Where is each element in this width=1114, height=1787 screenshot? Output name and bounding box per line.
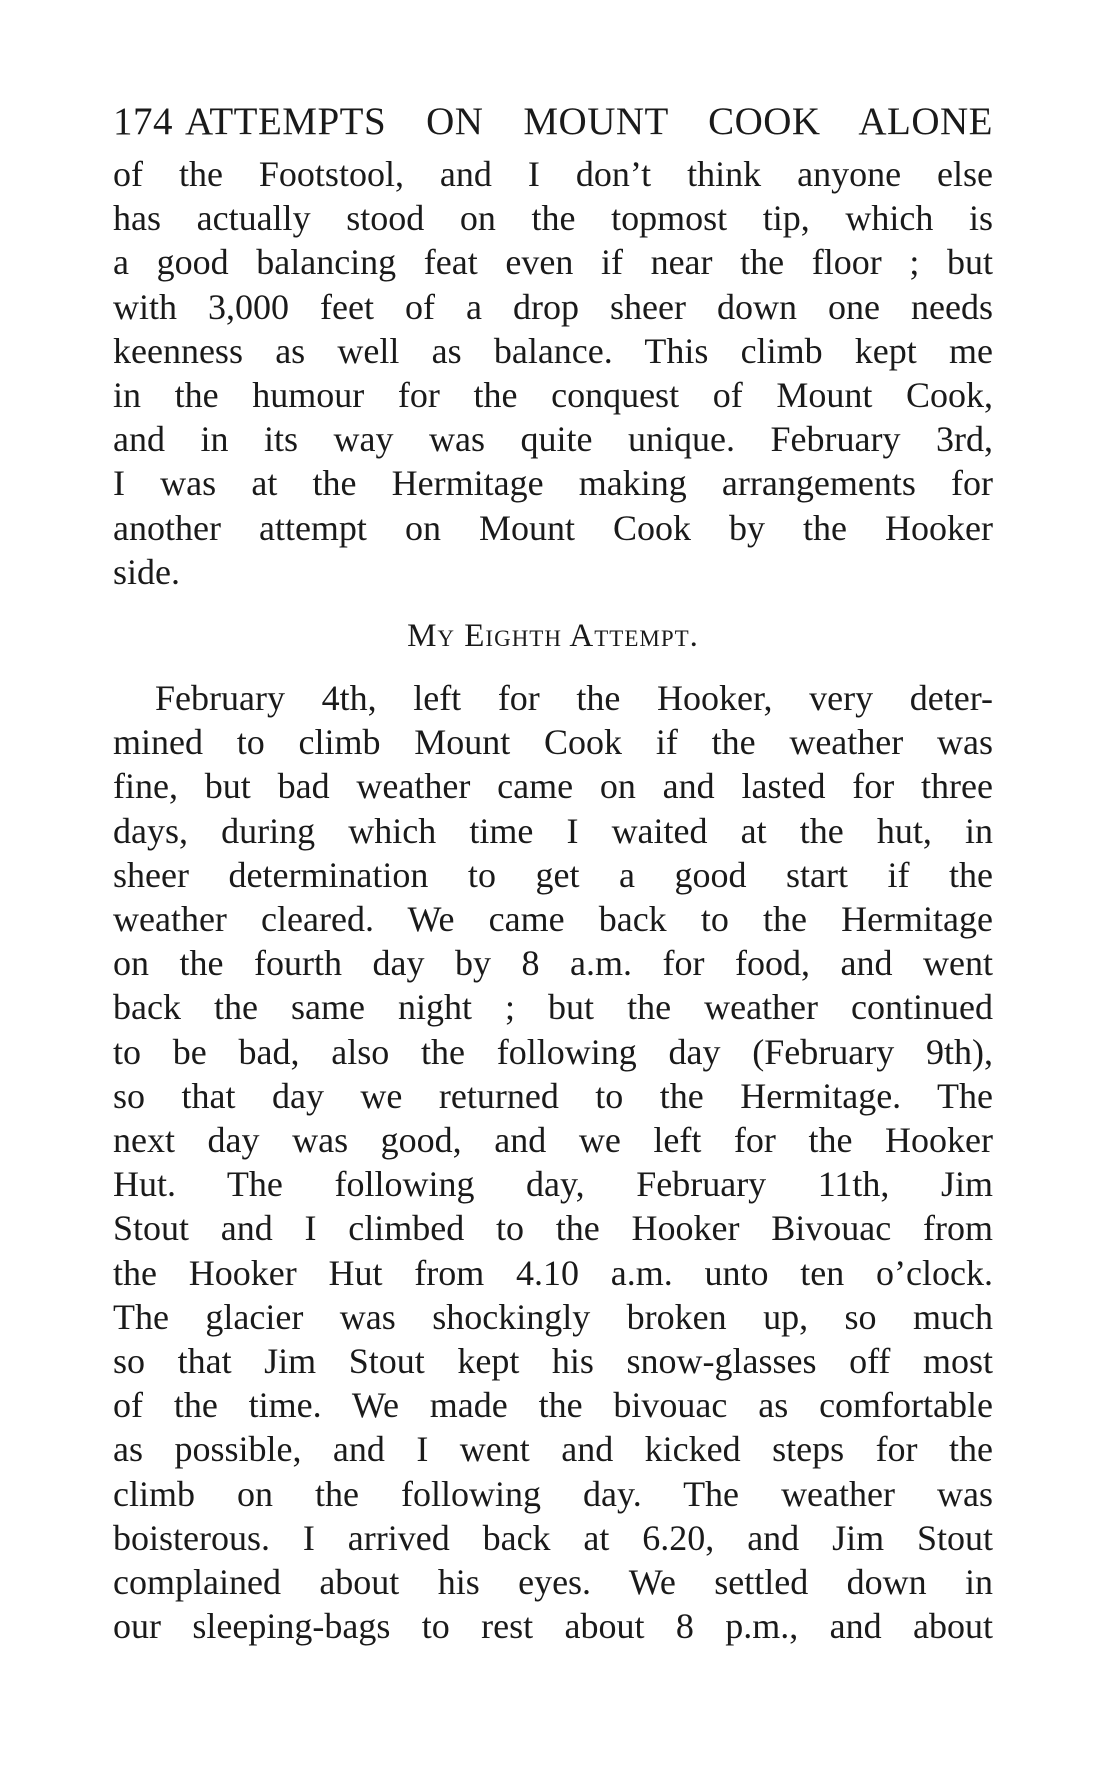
- text-line: so that Jim Stout kept his snow-glasses off most: [113, 1341, 993, 1382]
- text-line: of the Footstool, and I don’t think anyone else: [113, 154, 993, 194]
- text-line: with 3,000 feet of a drop sheer down one needs: [113, 286, 993, 327]
- text-line: February 4th, left for the Hooker, very deter-: [155, 678, 993, 719]
- text-line: back the same night ; but the weather continued: [113, 987, 993, 1028]
- text-line: sheer determination to get a good start if the: [113, 854, 993, 895]
- text-line: and in its way was quite unique. February 3rd,: [113, 419, 993, 460]
- text-line: on the fourth day by 8 a.m. for food, and went: [113, 943, 993, 984]
- page-number: 174: [113, 100, 173, 143]
- text-line: weather cleared. We came back to the Hermitage: [113, 899, 993, 940]
- text-line: complained about his eyes. We settled down in: [113, 1562, 993, 1603]
- text-line: mined to climb Mount Cook if the weather was: [113, 722, 993, 763]
- text-line: in the humour for the conquest of Mount Cook,: [113, 375, 993, 416]
- text-line: a good balancing feat even if near the floor ; but: [113, 242, 993, 283]
- text-line: boisterous. I arrived back at 6.20, and Jim Stout: [113, 1517, 993, 1558]
- text-line: another attempt on Mount Cook by the Hooker: [113, 507, 993, 548]
- text-line: keenness as well as balance. This climb kept me: [113, 330, 993, 371]
- text-line: The glacier was shockingly broken up, so much: [113, 1296, 993, 1337]
- text-line: days, during which time I waited at the hut, in: [113, 810, 993, 851]
- text-line: as possible, and I went and kicked steps for the: [113, 1429, 993, 1470]
- running-head: [113, 92, 993, 152]
- text-line: to be bad, also the following day (February 9th),: [113, 1031, 993, 1072]
- text-line: Stout and I climbed to the Hooker Bivouac from: [113, 1208, 993, 1249]
- text-line: fine, but bad weather came on and lasted for three: [113, 766, 993, 807]
- text-line: the Hooker Hut from 4.10 a.m. unto ten o’clock.: [113, 1252, 993, 1293]
- text-line: so that day we returned to the Hermitage. The: [113, 1075, 993, 1116]
- text-line: climb on the following day. The weather was: [113, 1473, 993, 1514]
- text-line: has actually stood on the topmost tip, which is: [113, 198, 993, 239]
- text-line: our sleeping-bags to rest about 8 p.m., and about: [113, 1606, 993, 1647]
- text-line: of the time. We made the bivouac as comfortable: [113, 1385, 993, 1426]
- section-heading: My Eighth Attempt.: [407, 618, 699, 655]
- text-line: next day was good, and we left for the Hooker: [113, 1120, 993, 1161]
- running-title: ATTEMPTS ON MOUNT COOK ALONE: [185, 100, 993, 143]
- text-line: side.: [113, 551, 180, 592]
- text-line: Hut. The following day, February 11th, Jim: [113, 1164, 993, 1205]
- paragraph-1: [113, 152, 993, 594]
- book-page: [113, 92, 993, 1649]
- text-line: I was at the Hermitage making arrangements for: [113, 463, 993, 504]
- paragraph-2: [113, 676, 993, 1648]
